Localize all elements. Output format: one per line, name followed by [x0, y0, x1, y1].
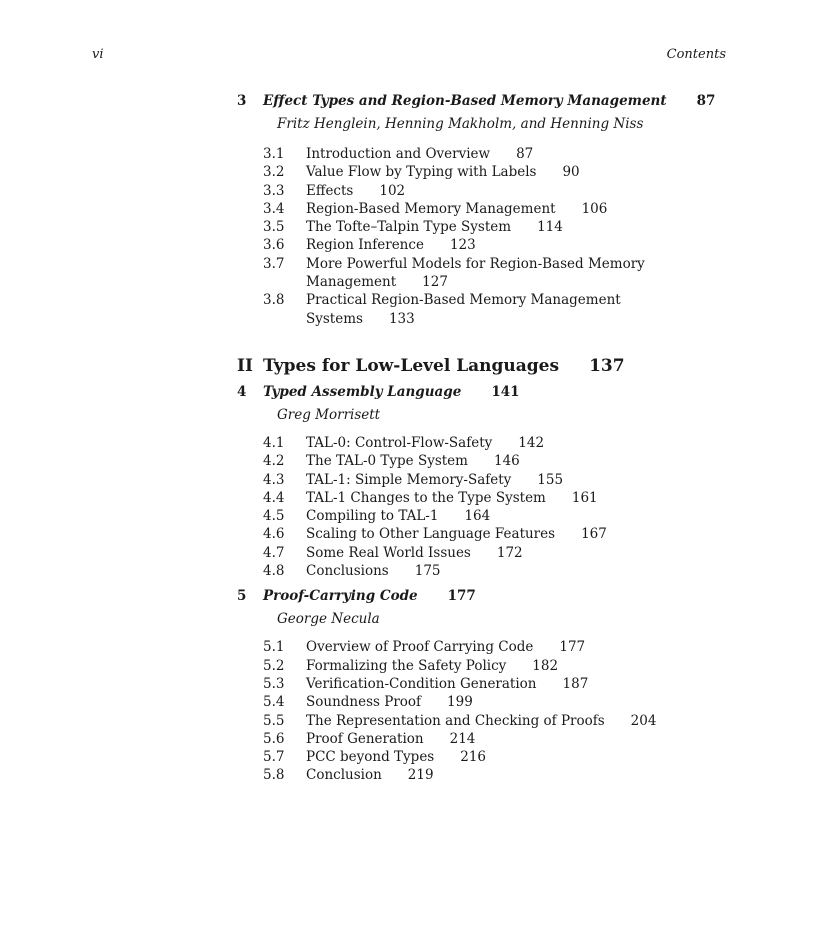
section-title: Practical Region-Based Memory Management Systems: [306, 292, 621, 327]
section-page: 187: [562, 675, 589, 692]
section-title: The TAL-0 Type System: [306, 453, 468, 470]
chapter-number: 3: [237, 93, 247, 109]
section-page: 167: [581, 526, 607, 543]
chapter-5: [237, 588, 737, 784]
toc-entry[interactable]: [263, 638, 737, 656]
section-number: 3.5: [263, 219, 285, 236]
chapter-authors: Fritz Henglein, Henning Makholm, and Henning Niss: [277, 116, 644, 132]
section-number: 4.6: [263, 526, 285, 543]
section-page: 142: [518, 434, 545, 451]
section-number: 5.3: [263, 675, 285, 692]
section-number: 5.8: [263, 767, 285, 784]
toc-entry[interactable]: [263, 200, 737, 218]
toc-entry[interactable]: [263, 145, 737, 163]
toc-entry[interactable]: [263, 675, 737, 693]
chapter-heading[interactable]: [237, 588, 737, 607]
section-title: The Tofte–Talpin Type System: [306, 219, 512, 236]
section-title: Some Real World Issues: [306, 544, 471, 561]
toc-entry[interactable]: [263, 730, 737, 748]
section-number: 3.7: [263, 255, 285, 272]
toc-entry[interactable]: [263, 236, 737, 254]
chapter-heading[interactable]: [237, 384, 737, 403]
section-page: 164: [464, 508, 491, 525]
toc-entry[interactable]: [263, 255, 737, 292]
running-title: Contents: [666, 47, 726, 62]
section-title: Formalizing the Safety Policy: [306, 657, 507, 674]
section-number: 5.1: [263, 639, 285, 656]
chapter-page: 141: [491, 383, 520, 400]
chapter-title: Typed Assembly Language: [263, 383, 462, 400]
section-number: 4.8: [263, 563, 285, 580]
toc-entry[interactable]: [263, 218, 737, 236]
section-page: 114: [537, 219, 563, 236]
toc-entry[interactable]: [263, 525, 737, 543]
section-page: 182: [532, 657, 559, 674]
section-number: 4.5: [263, 508, 285, 525]
part-title: Types for Low-Level Languages: [263, 355, 560, 376]
section-title: Compiling to TAL-1: [306, 508, 439, 525]
section-title: Proof Generation: [306, 730, 424, 747]
toc-entry[interactable]: [263, 507, 737, 525]
toc-entry[interactable]: [263, 163, 737, 181]
toc-entry[interactable]: [263, 748, 737, 766]
section-title: Scaling to Other Language Features: [306, 526, 556, 543]
chapter-heading[interactable]: [237, 93, 737, 112]
section-page: 155: [537, 471, 564, 488]
section-title: TAL-0: Control-Flow-Safety: [306, 434, 493, 451]
toc-entry[interactable]: [263, 471, 737, 489]
chapter-page: 177: [447, 588, 476, 605]
section-title: Conclusions: [306, 563, 389, 580]
chapter-number: 4: [237, 383, 247, 400]
section-title: Region-Based Memory Management: [306, 200, 556, 217]
toc-entry[interactable]: [263, 562, 737, 580]
chapter-title: Proof-Carrying Code: [263, 588, 418, 605]
section-page: 214: [449, 730, 476, 747]
chapter-authors: Greg Morrisett: [277, 406, 381, 423]
section-page: 172: [496, 544, 523, 561]
section-title: The Representation and Checking of Proofs: [306, 712, 605, 729]
section-number: 3.2: [263, 164, 285, 181]
chapter-3: [237, 93, 737, 328]
section-list: [263, 434, 737, 580]
toc-entry[interactable]: [263, 434, 737, 452]
section-title: TAL-1 Changes to the Type System: [306, 489, 546, 506]
toc-entry[interactable]: [263, 657, 737, 675]
section-number: 5.7: [263, 749, 285, 766]
chapter-page: 87: [696, 93, 716, 109]
section-title-line-2: Management: [306, 274, 397, 291]
table-of-contents: [237, 93, 737, 785]
section-number: 5.6: [263, 730, 285, 747]
section-page: 127: [422, 274, 448, 291]
section-page: 90: [562, 164, 580, 181]
section-list: [263, 145, 737, 328]
section-page: 106: [581, 200, 608, 217]
section-number: 4.3: [263, 471, 285, 488]
section-title: Effects: [306, 182, 354, 199]
section-title: Soundness Proof: [306, 694, 422, 711]
section-title: Introduction and Overview: [306, 146, 491, 162]
section-page: 146: [493, 453, 520, 470]
part-number: II: [237, 355, 253, 376]
section-number: 4.7: [263, 544, 285, 561]
section-page: 175: [414, 563, 441, 580]
section-page: 199: [447, 694, 473, 711]
section-title: Overview of Proof Carrying Code: [306, 639, 534, 656]
chapter-number: 5: [237, 588, 247, 605]
toc-entry[interactable]: [263, 489, 737, 507]
section-page: 102: [379, 182, 406, 199]
page-folio: vi: [92, 47, 104, 62]
section-page: 177: [559, 639, 586, 656]
toc-entry[interactable]: [263, 182, 737, 200]
section-number: 5.4: [263, 694, 285, 711]
toc-entry[interactable]: [263, 291, 737, 328]
section-number: 3.1: [263, 146, 285, 162]
toc-entry[interactable]: [263, 452, 737, 470]
section-number: 5.2: [263, 657, 285, 674]
toc-entry[interactable]: [263, 693, 737, 711]
section-number: 3.8: [263, 292, 285, 309]
chapter-4: [237, 384, 737, 580]
section-number: 3.4: [263, 200, 285, 217]
part-heading[interactable]: [237, 356, 737, 378]
chapter-title: Effect Types and Region-Based Memory Management: [263, 93, 667, 109]
section-page: 161: [571, 489, 598, 506]
section-title-line-1: More Powerful Models for Region-Based Memory: [306, 255, 645, 272]
section-page: 216: [460, 749, 487, 766]
section-page: 133: [388, 310, 415, 327]
section-number: 4.1: [263, 434, 285, 451]
section-title: Verification-Condition Generation: [306, 675, 537, 692]
section-title: Value Flow by Typing with Labels: [306, 164, 537, 181]
chapter-authors: George Necula: [277, 611, 380, 628]
section-number: 3.3: [263, 182, 285, 199]
section-number: 5.5: [263, 712, 285, 729]
part-page: 137: [589, 355, 625, 376]
section-page: 219: [407, 767, 434, 784]
toc-entry[interactable]: [263, 544, 737, 562]
section-number: 3.6: [263, 237, 285, 254]
section-number: 4.4: [263, 489, 285, 506]
section-title: TAL-1: Simple Memory-Safety: [306, 471, 512, 488]
section-page: 204: [630, 712, 657, 729]
section-page: 87: [516, 146, 534, 162]
section-title: Conclusion: [306, 767, 382, 784]
section-list: [263, 638, 737, 784]
toc-entry[interactable]: [263, 712, 737, 730]
section-title: PCC beyond Types: [306, 749, 435, 766]
section-number: 4.2: [263, 453, 285, 470]
section-page: 123: [449, 237, 476, 254]
toc-entry[interactable]: [263, 766, 737, 784]
section-title: Region Inference: [306, 237, 424, 254]
